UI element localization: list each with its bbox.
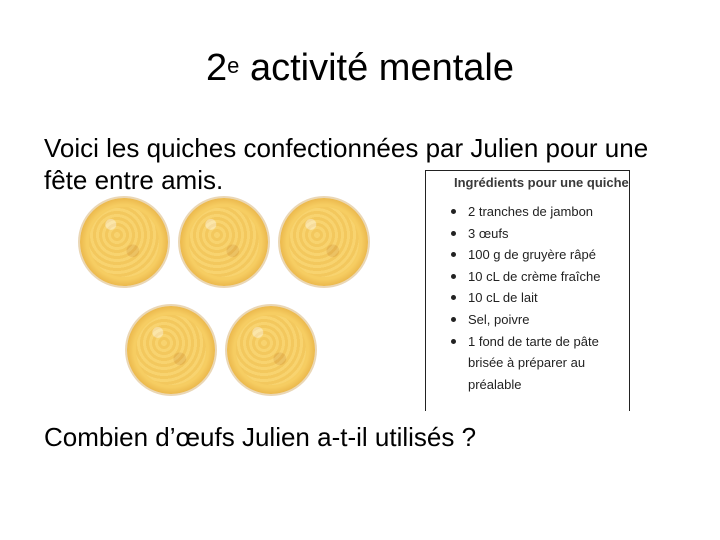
ingredient-text: 10 cL de crème fraîche (468, 268, 601, 284)
slide-title (0, 44, 720, 92)
bullet-icon (451, 274, 456, 279)
recipe-box (425, 170, 630, 411)
bullet-icon (451, 339, 456, 344)
recipe-title: Ingrédients pour une quiche (454, 175, 629, 190)
bullet-icon (451, 231, 456, 236)
ingredient-text: 100 g de gruyère râpé (468, 247, 596, 263)
quiche-image (80, 198, 168, 286)
ingredient-text: 10 cL de lait (468, 290, 538, 306)
title-text: activité mentale (239, 47, 514, 89)
quiche-image (180, 198, 268, 286)
ingredient-item (448, 244, 629, 266)
bullet-icon (451, 209, 456, 214)
quiche-image (280, 198, 368, 286)
quiche-image (227, 306, 315, 394)
ingredient-item (448, 309, 629, 331)
question-text: Combien d’œufs Julien a-t-il utilisés ? (44, 422, 477, 452)
ingredient-text: 3 œufs (468, 225, 509, 241)
ingredient-text: 1 fond de tarte de pâte brisée à préparer au préalable (468, 333, 599, 392)
bullet-icon (451, 295, 456, 300)
title-number: 2 (206, 47, 228, 89)
title-superscript: e (227, 53, 240, 78)
ingredient-item (448, 331, 629, 396)
ingredient-text: 2 tranches de jambon (468, 204, 594, 219)
quiches-illustration (80, 198, 380, 408)
ingredient-item (448, 201, 629, 223)
ingredient-item (448, 223, 629, 245)
intro-text: Voici les quiches confectionnées par Julien pour une fête entre amis. (44, 133, 649, 195)
ingredient-text: Sel, poivre (468, 311, 530, 327)
ingredient-item (448, 287, 629, 309)
ingredient-item (448, 266, 629, 288)
bullet-icon (451, 252, 456, 257)
ingredient-list (426, 197, 629, 395)
bullet-icon (451, 317, 456, 322)
quiche-image (127, 306, 215, 394)
